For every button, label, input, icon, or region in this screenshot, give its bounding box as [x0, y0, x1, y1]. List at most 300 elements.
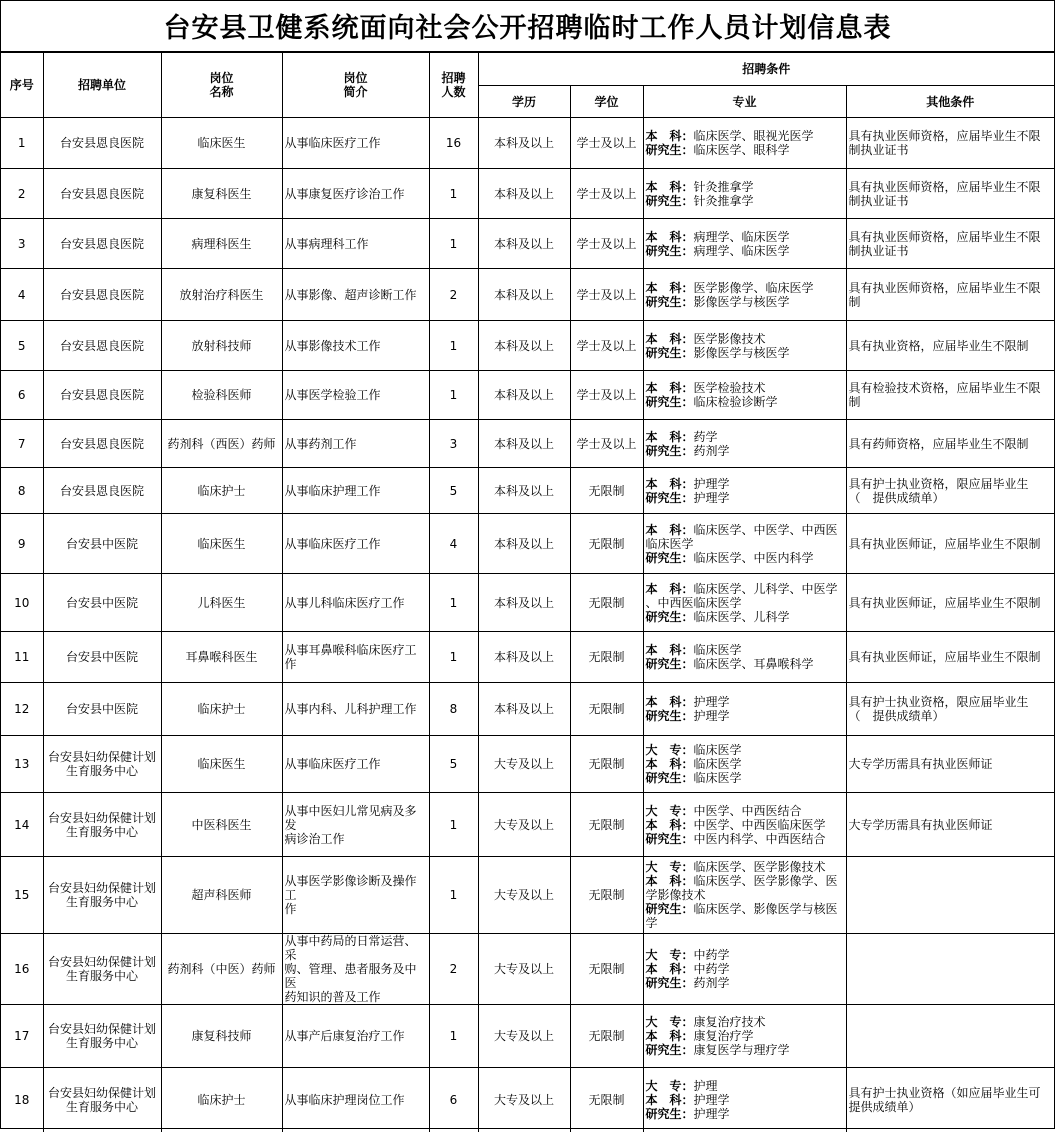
table-row: [1, 514, 1054, 574]
cell-other: [846, 574, 1054, 632]
unit-line: 生育服务中心: [65, 969, 138, 983]
cell-education: 本科及以上: [478, 574, 570, 632]
major-line: [646, 657, 844, 671]
major-text: 影像医学与核医学: [693, 294, 790, 309]
post-line: 临床医生: [197, 136, 246, 150]
major-level-label: 研究生：: [645, 771, 694, 785]
major-line: [646, 1029, 844, 1043]
major-text: 药剂学: [693, 443, 730, 458]
major-level-label: 研究生：: [645, 657, 694, 671]
header-count: [429, 53, 478, 118]
other-line: 具有药师资格，应届毕业生不限制: [848, 436, 1029, 451]
table-row: [1, 468, 1054, 514]
major-line: [646, 582, 844, 596]
major-text: 学: [645, 916, 658, 930]
other-line: 具有执业医师资格，应届毕业生不限: [848, 280, 1041, 295]
unit-line: 台安县恩良医院: [59, 186, 144, 201]
other-line: （ 提供成绩单）: [848, 490, 945, 505]
other-line: 制: [848, 294, 861, 309]
major-line: [646, 477, 844, 491]
table-row: [1, 371, 1054, 420]
major-line: [646, 332, 844, 346]
major-line: [646, 818, 844, 832]
cell-unit: [43, 793, 161, 857]
major-line: [646, 1043, 844, 1057]
major-text: 医学影像技术: [693, 331, 766, 346]
desc-line: 购、管理、患者服务及中医: [284, 962, 417, 990]
major-level-label: 研究生：: [645, 609, 694, 624]
cell-unit: [43, 269, 161, 321]
cell-education: 本科及以上: [478, 632, 570, 683]
major-level-label: 本 科：: [645, 429, 694, 444]
cell-count: 1: [429, 371, 478, 420]
major-text: 临床医学、儿科学: [693, 609, 790, 624]
major-text: 针灸推拿学: [693, 179, 754, 194]
unit-line: 台安县妇幼保健计划: [47, 810, 156, 825]
cell-seq: 14: [1, 793, 43, 857]
major-text: 临床医学: [693, 643, 742, 657]
major-text: 病理学、临床医学: [693, 243, 790, 258]
table-row: [1, 1005, 1054, 1068]
major-line: [646, 523, 844, 537]
desc-line: 从事临床医疗工作: [284, 536, 381, 551]
header-education: 学历: [478, 86, 570, 118]
cell-post: [161, 683, 282, 736]
cell-other: [846, 118, 1054, 169]
table-row: [1, 269, 1054, 321]
major-text: 护理学: [693, 1092, 730, 1107]
major-line: [646, 757, 844, 771]
major-text: 临床医学、医学影像技术: [693, 860, 826, 874]
cell-unit: [43, 468, 161, 514]
major-text: 药学: [693, 429, 718, 444]
header-post-name-line2: 名称: [209, 85, 234, 99]
cell-seq: 12: [1, 683, 43, 736]
cell-unit: [43, 934, 161, 1005]
major-line: [646, 860, 844, 874]
other-line: 具有执业医师资格，应届毕业生不限: [848, 229, 1041, 244]
major-line: [646, 1093, 844, 1107]
cell-other: [846, 857, 1054, 934]
major-level-label: 本 科：: [645, 1029, 694, 1043]
other-line: 具有检验技术资格，应届毕业生不限: [848, 381, 1041, 395]
cell-unit: [43, 1068, 161, 1132]
major-line: [646, 888, 844, 902]
cell-desc: [282, 420, 429, 468]
major-text: 、中西医临床医学: [645, 595, 742, 610]
header-post-name-line1: 岗位: [209, 71, 234, 85]
cell-education: 大专及以上: [478, 1068, 570, 1132]
header-degree: 学位: [570, 86, 643, 118]
other-line: 提供成绩单）: [848, 1099, 921, 1114]
major-text: 临床医学: [693, 757, 742, 771]
cell-unit: [43, 219, 161, 269]
major-level-label: 本 科：: [645, 381, 694, 395]
cell-seq: 2: [1, 169, 43, 219]
major-level-label: 本 科：: [645, 331, 694, 346]
major-text: 临床医学: [693, 771, 742, 785]
other-line: 制执业证书: [848, 243, 909, 258]
cell-count: 1: [429, 219, 478, 269]
cell-post: [161, 468, 282, 514]
major-line: [646, 381, 844, 395]
cell-education: 本科及以上: [478, 321, 570, 371]
other-line: 具有执业医师证，应届毕业生不限制: [848, 650, 1041, 664]
other-line: 具有执业资格，应届毕业生不限制: [848, 338, 1029, 353]
major-line: [646, 1079, 844, 1093]
cell-unit: [43, 574, 161, 632]
table-row: [1, 574, 1054, 632]
desc-line: 从事医学检验工作: [284, 388, 381, 402]
major-level-label: 本 科：: [645, 280, 694, 295]
cell-desc: [282, 1005, 429, 1068]
major-text: 学影像技术: [645, 888, 706, 902]
other-line: 制: [848, 395, 861, 409]
unit-line: 台安县中医院: [65, 536, 138, 551]
major-line: [646, 771, 844, 785]
cell-seq: 15: [1, 857, 43, 934]
major-line: [646, 346, 844, 360]
cell-other: [846, 219, 1054, 269]
cell-post: [161, 793, 282, 857]
cell-post: [161, 1068, 282, 1132]
cell-seq: 18: [1, 1068, 43, 1132]
cell-post: [161, 219, 282, 269]
cell-post: [161, 118, 282, 169]
cell-education: 大专及以上: [478, 934, 570, 1005]
cell-seq: 4: [1, 269, 43, 321]
cell-major: [643, 793, 846, 857]
header-unit: 招聘单位: [43, 53, 161, 118]
cell-count: 5: [429, 736, 478, 793]
cell-post: [161, 169, 282, 219]
other-line: 具有执业医师资格，应届毕业生不限: [848, 129, 1041, 143]
major-line: [646, 832, 844, 846]
cell-desc: [282, 574, 429, 632]
cell-other: [846, 793, 1054, 857]
post-line: 临床护士: [197, 1092, 246, 1107]
cell-desc: [282, 793, 429, 857]
cell-degree: 无限制: [570, 632, 643, 683]
major-level-label: 本 科：: [645, 476, 694, 491]
major-text: 临床医学: [645, 536, 694, 551]
major-level-label: 研究生：: [645, 490, 694, 505]
unit-line: 台安县恩良医院: [59, 236, 144, 251]
major-level-label: 研究生：: [645, 395, 694, 409]
major-text: 护理学: [693, 1106, 730, 1121]
other-line: 具有护士执业资格，限应届毕业生: [848, 695, 1029, 709]
other-line: 制执业证书: [848, 143, 909, 157]
cell-degree: 学士及以上: [570, 118, 643, 169]
post-line: 临床医生: [197, 536, 246, 551]
desc-line: 从事内科、儿科护理工作: [284, 702, 417, 716]
table-row: [1, 736, 1054, 793]
cell-count: 3: [429, 420, 478, 468]
cell-other: [846, 1068, 1054, 1132]
cell-major: [643, 371, 846, 420]
other-line: 具有执业医师证，应届毕业生不限制: [848, 536, 1041, 551]
other-line: 制执业证书: [848, 193, 909, 208]
cell-other: [846, 1005, 1054, 1068]
major-text: 临床医学、医学影像学、医: [693, 874, 838, 888]
cell-other: [846, 169, 1054, 219]
post-line: 药剂科（中医）药师: [167, 962, 276, 976]
cell-unit: [43, 514, 161, 574]
cell-post: [161, 574, 282, 632]
major-text: 临床医学、儿科学、中医学: [693, 581, 838, 596]
cell-other: [846, 371, 1054, 420]
cell-desc: [282, 857, 429, 934]
cell-major: [643, 269, 846, 321]
table-row: [1, 632, 1054, 683]
major-level-label: 研究生：: [645, 709, 694, 723]
cell-other: [846, 934, 1054, 1005]
major-text: 中医学、中西医结合: [693, 803, 802, 818]
cell-degree: 无限制: [570, 514, 643, 574]
cell-seq: 7: [1, 420, 43, 468]
cell-desc: [282, 169, 429, 219]
post-line: 康复科技师: [191, 1029, 252, 1043]
unit-line: 台安县恩良医院: [59, 388, 144, 402]
post-line: 超声科医师: [191, 888, 252, 902]
major-text: 临床医学、耳鼻喉科学: [693, 657, 814, 671]
cell-other: [846, 321, 1054, 371]
major-level-label: 本 科：: [645, 695, 694, 709]
other-line: 具有护士执业资格（如应届毕业生可: [848, 1085, 1041, 1100]
major-text: 护理学: [693, 709, 730, 723]
cell-major: [643, 514, 846, 574]
cell-count: 4: [429, 514, 478, 574]
header-seq: 序号: [1, 53, 43, 118]
cell-count: 2: [429, 934, 478, 1005]
other-line: （ 提供成绩单）: [848, 709, 945, 723]
major-level-label: 大 专：: [645, 948, 694, 962]
major-text: 护理学: [693, 490, 730, 505]
cell-major: [643, 632, 846, 683]
unit-line: 台安县中医院: [65, 650, 138, 664]
desc-line: 病诊治工作: [284, 831, 345, 846]
major-text: 康复治疗学: [693, 1029, 754, 1043]
cell-seq: 11: [1, 632, 43, 683]
cell-degree: 学士及以上: [570, 269, 643, 321]
post-line: 检验科医师: [191, 388, 252, 402]
table-row: [1, 1068, 1054, 1132]
cell-degree: 无限制: [570, 1068, 643, 1132]
table-row: [1, 934, 1054, 1005]
major-level-label: 大 专：: [645, 1078, 694, 1093]
major-text: 康复医学与理疗学: [693, 1043, 790, 1057]
major-text: 康复治疗技术: [693, 1015, 766, 1029]
cell-major: [643, 321, 846, 371]
cell-major: [643, 574, 846, 632]
cell-degree: 学士及以上: [570, 420, 643, 468]
major-level-label: 本 科：: [645, 522, 694, 537]
major-line: [646, 281, 844, 295]
header-post-desc: [282, 53, 429, 118]
cell-post: [161, 420, 282, 468]
major-line: [646, 709, 844, 723]
major-text: 中医内科学、中西医结合: [693, 831, 826, 846]
major-level-label: 本 科：: [645, 643, 694, 657]
cell-desc: [282, 371, 429, 420]
table-row: [1, 219, 1054, 269]
major-line: [646, 395, 844, 409]
major-text: 临床医学、眼科学: [693, 143, 790, 157]
cell-education: 大专及以上: [478, 1005, 570, 1068]
major-line: [646, 1015, 844, 1029]
cell-desc: [282, 468, 429, 514]
desc-line: 从事医学影像诊断及操作工: [284, 874, 417, 902]
cell-other: [846, 514, 1054, 574]
table-row: [1, 857, 1054, 934]
other-line: 大专学历需具有执业医师证: [848, 817, 993, 832]
other-line: 大专学历需具有执业医师证: [848, 757, 993, 771]
cell-desc: [282, 514, 429, 574]
cell-seq: 5: [1, 321, 43, 371]
major-level-label: 研究生：: [645, 243, 694, 258]
unit-line: 台安县恩良医院: [59, 436, 144, 451]
major-level-label: 研究生：: [645, 143, 694, 157]
cell-post: [161, 514, 282, 574]
cell-seq: 17: [1, 1005, 43, 1068]
cell-other: [846, 269, 1054, 321]
header-major: 专业: [643, 86, 846, 118]
cell-other: [846, 736, 1054, 793]
major-line: [646, 610, 844, 624]
major-text: 护理: [693, 1078, 718, 1093]
table-row: [1, 169, 1054, 219]
cell-seq: 16: [1, 934, 43, 1005]
header-post-name: [161, 53, 282, 118]
recruitment-table: [1, 52, 1054, 1132]
major-line: [646, 902, 844, 916]
cell-major: [643, 934, 846, 1005]
cell-education: 本科及以上: [478, 371, 570, 420]
major-line: [646, 143, 844, 157]
header-other: 其他条件: [846, 86, 1054, 118]
cell-count: 16: [429, 118, 478, 169]
cell-major: [643, 1005, 846, 1068]
major-level-label: 本 科：: [645, 581, 694, 596]
major-level-label: 大 专：: [645, 1015, 694, 1029]
desc-line: 从事临床护理岗位工作: [284, 1092, 405, 1107]
cell-unit: [43, 857, 161, 934]
cell-seq: 8: [1, 468, 43, 514]
cell-other: [846, 632, 1054, 683]
major-level-label: 研究生：: [645, 294, 694, 309]
unit-line: 台安县恩良医院: [59, 287, 144, 302]
cell-other: [846, 683, 1054, 736]
major-line: [646, 491, 844, 505]
cell-desc: [282, 219, 429, 269]
cell-post: [161, 1005, 282, 1068]
cell-degree: 学士及以上: [570, 169, 643, 219]
cell-desc: [282, 118, 429, 169]
cell-unit: [43, 118, 161, 169]
desc-line: 从事儿科临床医疗工作: [284, 595, 405, 610]
cell-education: 本科及以上: [478, 269, 570, 321]
cell-major: [643, 219, 846, 269]
cell-desc: [282, 736, 429, 793]
major-line: [646, 129, 844, 143]
other-line: 具有护士执业资格，限应届毕业生: [848, 476, 1029, 491]
major-level-label: 研究生：: [645, 976, 694, 990]
cell-count: 5: [429, 468, 478, 514]
major-text: 临床医学、影像医学与核医: [693, 902, 838, 916]
post-line: 病理科医生: [191, 236, 252, 251]
cell-degree: 无限制: [570, 736, 643, 793]
major-level-label: 研究生：: [645, 1106, 694, 1121]
major-line: [646, 1107, 844, 1121]
unit-line: 台安县妇幼保健计划: [47, 750, 156, 764]
desc-line: 从事临床护理工作: [284, 483, 381, 498]
cell-desc: [282, 269, 429, 321]
cell-unit: [43, 169, 161, 219]
cell-degree: 学士及以上: [570, 219, 643, 269]
cell-count: 1: [429, 169, 478, 219]
desc-line: 从事病理科工作: [284, 236, 369, 251]
unit-line: 生育服务中心: [65, 1036, 138, 1050]
post-line: 耳鼻喉科医生: [185, 650, 258, 664]
table-body: [1, 118, 1054, 1132]
major-level-label: 本 科：: [645, 129, 694, 143]
cell-post: [161, 934, 282, 1005]
desc-line: 从事耳鼻喉科临床医疗工作: [284, 643, 417, 671]
cell-count: 1: [429, 321, 478, 371]
cell-education: 本科及以上: [478, 118, 570, 169]
unit-line: 台安县妇幼保健计划: [47, 1022, 156, 1036]
table-row: [1, 793, 1054, 857]
major-line: [646, 804, 844, 818]
major-text: 医学影像学、临床医学: [693, 280, 814, 295]
table-header: [1, 53, 1054, 118]
cell-unit: [43, 736, 161, 793]
unit-line: 台安县妇幼保健计划: [47, 881, 156, 895]
cell-major: [643, 1068, 846, 1132]
cell-education: 本科及以上: [478, 514, 570, 574]
cell-degree: 无限制: [570, 857, 643, 934]
unit-line: 台安县恩良医院: [59, 483, 144, 498]
unit-line: 生育服务中心: [65, 1099, 138, 1114]
cell-degree: 学士及以上: [570, 321, 643, 371]
major-level-label: 研究生：: [645, 443, 694, 458]
major-text: 临床医学、中医学、中西医: [693, 522, 838, 537]
major-line: [646, 230, 844, 244]
cell-education: 本科及以上: [478, 468, 570, 514]
post-line: 临床护士: [197, 483, 246, 498]
table-row: [1, 118, 1054, 169]
major-level-label: 本 科：: [645, 874, 694, 888]
unit-line: 生育服务中心: [65, 895, 138, 909]
unit-line: 台安县恩良医院: [59, 338, 144, 353]
cell-major: [643, 169, 846, 219]
cell-seq: 10: [1, 574, 43, 632]
major-line: [646, 874, 844, 888]
cell-seq: 13: [1, 736, 43, 793]
major-line: [646, 948, 844, 962]
desc-line: 药知识的普及工作: [284, 990, 381, 1004]
header-conditions: 招聘条件: [478, 53, 1054, 86]
cell-count: 1: [429, 1005, 478, 1068]
major-level-label: 研究生：: [645, 193, 694, 208]
cell-education: 本科及以上: [478, 219, 570, 269]
post-line: 放射治疗科医生: [179, 287, 264, 302]
major-level-label: 大 专：: [645, 743, 694, 757]
desc-line: 从事药剂工作: [284, 436, 357, 451]
major-line: [646, 916, 844, 930]
cell-degree: 无限制: [570, 934, 643, 1005]
cell-desc: [282, 632, 429, 683]
